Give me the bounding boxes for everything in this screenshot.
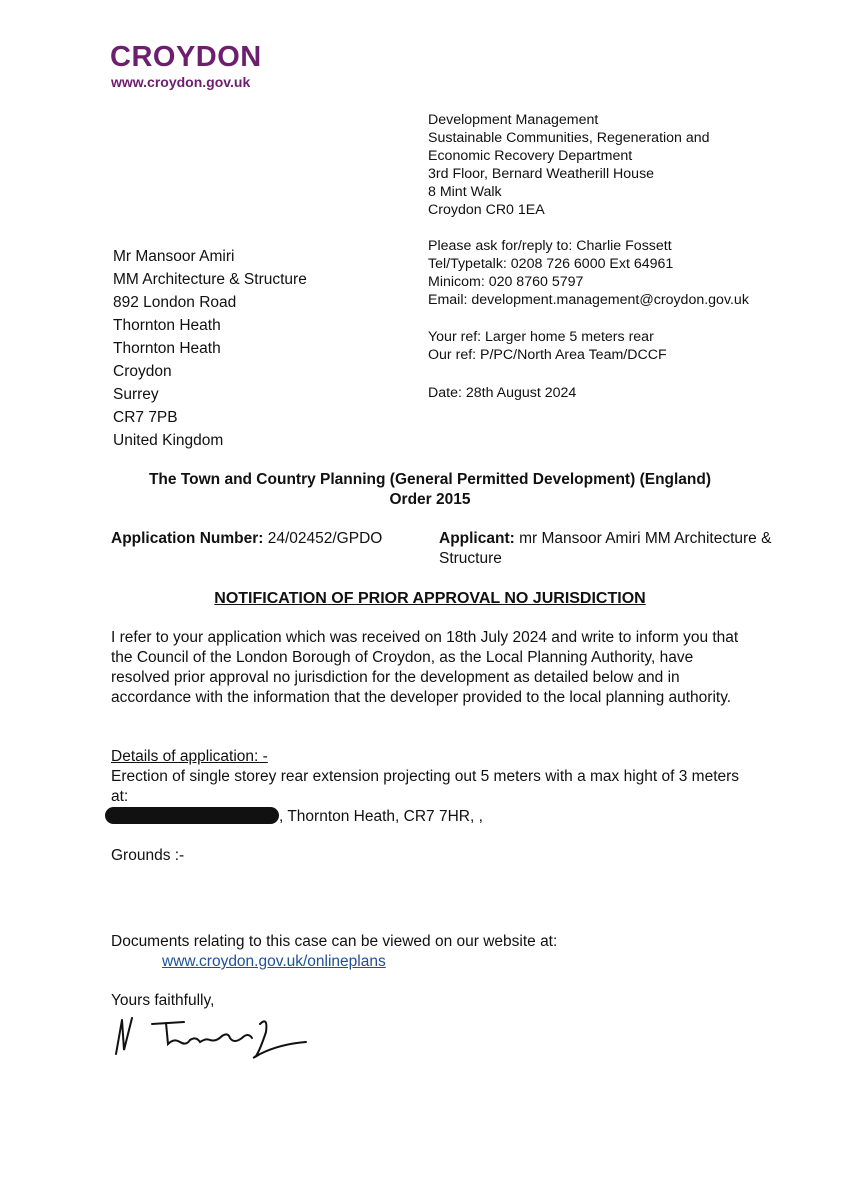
closing: Yours faithfully,	[111, 992, 215, 1009]
recipient-line: Surrey	[113, 386, 159, 403]
order-title	[100, 470, 760, 509]
recipient-line: Mr Mansoor Amiri	[113, 248, 235, 265]
our-ref: Our ref: P/PC/North Area Team/DCCF	[428, 347, 667, 363]
order-title-line1: The Town and Country Planning (General Permitted Development) (England)	[148, 471, 712, 488]
sender-line: 3rd Floor, Bernard Weatherill House	[428, 166, 655, 182]
sender-contact	[428, 237, 749, 309]
letter-date-block	[428, 384, 576, 402]
details-text: Erection of single storey rear extension projecting out 5 meters with a max hight of 3 meters	[111, 768, 740, 785]
documents-text: Documents relating to this case can be viewed on our website at:	[111, 933, 558, 950]
your-ref: Your ref: Larger home 5 meters rear	[428, 329, 654, 345]
application-details	[111, 747, 761, 866]
redaction-mark	[105, 807, 279, 824]
letter-body	[111, 628, 751, 708]
application-number-value: 24/02452/GPDO	[263, 530, 383, 547]
logo-url: www.croydon.gov.uk	[111, 74, 251, 90]
letter-date: Date: 28th August 2024	[428, 385, 577, 401]
recipient-line: 892 London Road	[113, 294, 237, 311]
sender-address	[428, 111, 710, 219]
sender-line: Sustainable Communities, Regeneration and	[428, 130, 710, 146]
site-address	[105, 807, 761, 827]
application-number-label: Application Number:	[111, 530, 264, 547]
croydon-logo: CROYDON	[110, 41, 262, 73]
notification-title: NOTIFICATION OF PRIOR APPROVAL NO JURISDICTION	[214, 590, 646, 607]
sender-line: 8 Mint Walk	[428, 184, 502, 200]
documents-section	[111, 932, 761, 1011]
signature	[110, 1010, 320, 1060]
sender-line: Development Management	[428, 112, 599, 128]
at-label: at:	[111, 788, 129, 805]
contact-email: Email: development.management@croydon.gov.uk	[428, 292, 749, 308]
intro-paragraph: I refer to your application which was received on 18th July 2024 and write to inform you that the Council of the London Borough of Croydon, as the Local Planning Authority, have resolved prior approval no jurisdiction for the development as detailed below and in accordance with the information that the developer provided to the local planning authority.	[111, 629, 739, 706]
references	[428, 328, 667, 364]
recipient-line: United Kingdom	[113, 432, 224, 449]
recipient-line: Croydon	[113, 363, 172, 380]
recipient-address	[113, 245, 307, 452]
online-plans-link[interactable]: www.croydon.gov.uk/onlineplans	[162, 953, 386, 970]
applicant-value: mr Mansoor Amiri MM Architecture & Structure	[439, 530, 772, 567]
grounds: Grounds :-	[111, 847, 185, 864]
site-address-visible: , Thornton Heath, CR7 7HR, ,	[279, 808, 483, 825]
recipient-line: MM Architecture & Structure	[113, 271, 307, 288]
contact-person: Please ask for/reply to: Charlie Fossett	[428, 238, 672, 254]
recipient-line: Thornton Heath	[113, 317, 221, 334]
applicant	[439, 529, 809, 568]
applicant-label: Applicant:	[439, 530, 515, 547]
contact-minicom: Minicom: 020 8760 5797	[428, 274, 584, 290]
recipient-line: Thornton Heath	[113, 340, 221, 357]
contact-phone: Tel/Typetalk: 0208 726 6000 Ext 64961	[428, 256, 674, 272]
sender-line: Croydon CR0 1EA	[428, 202, 545, 218]
recipient-line: CR7 7PB	[113, 409, 178, 426]
details-heading: Details of application: -	[111, 748, 268, 765]
sender-line: Economic Recovery Department	[428, 148, 633, 164]
order-title-line2: Order 2015	[389, 490, 471, 508]
application-number	[111, 529, 382, 549]
